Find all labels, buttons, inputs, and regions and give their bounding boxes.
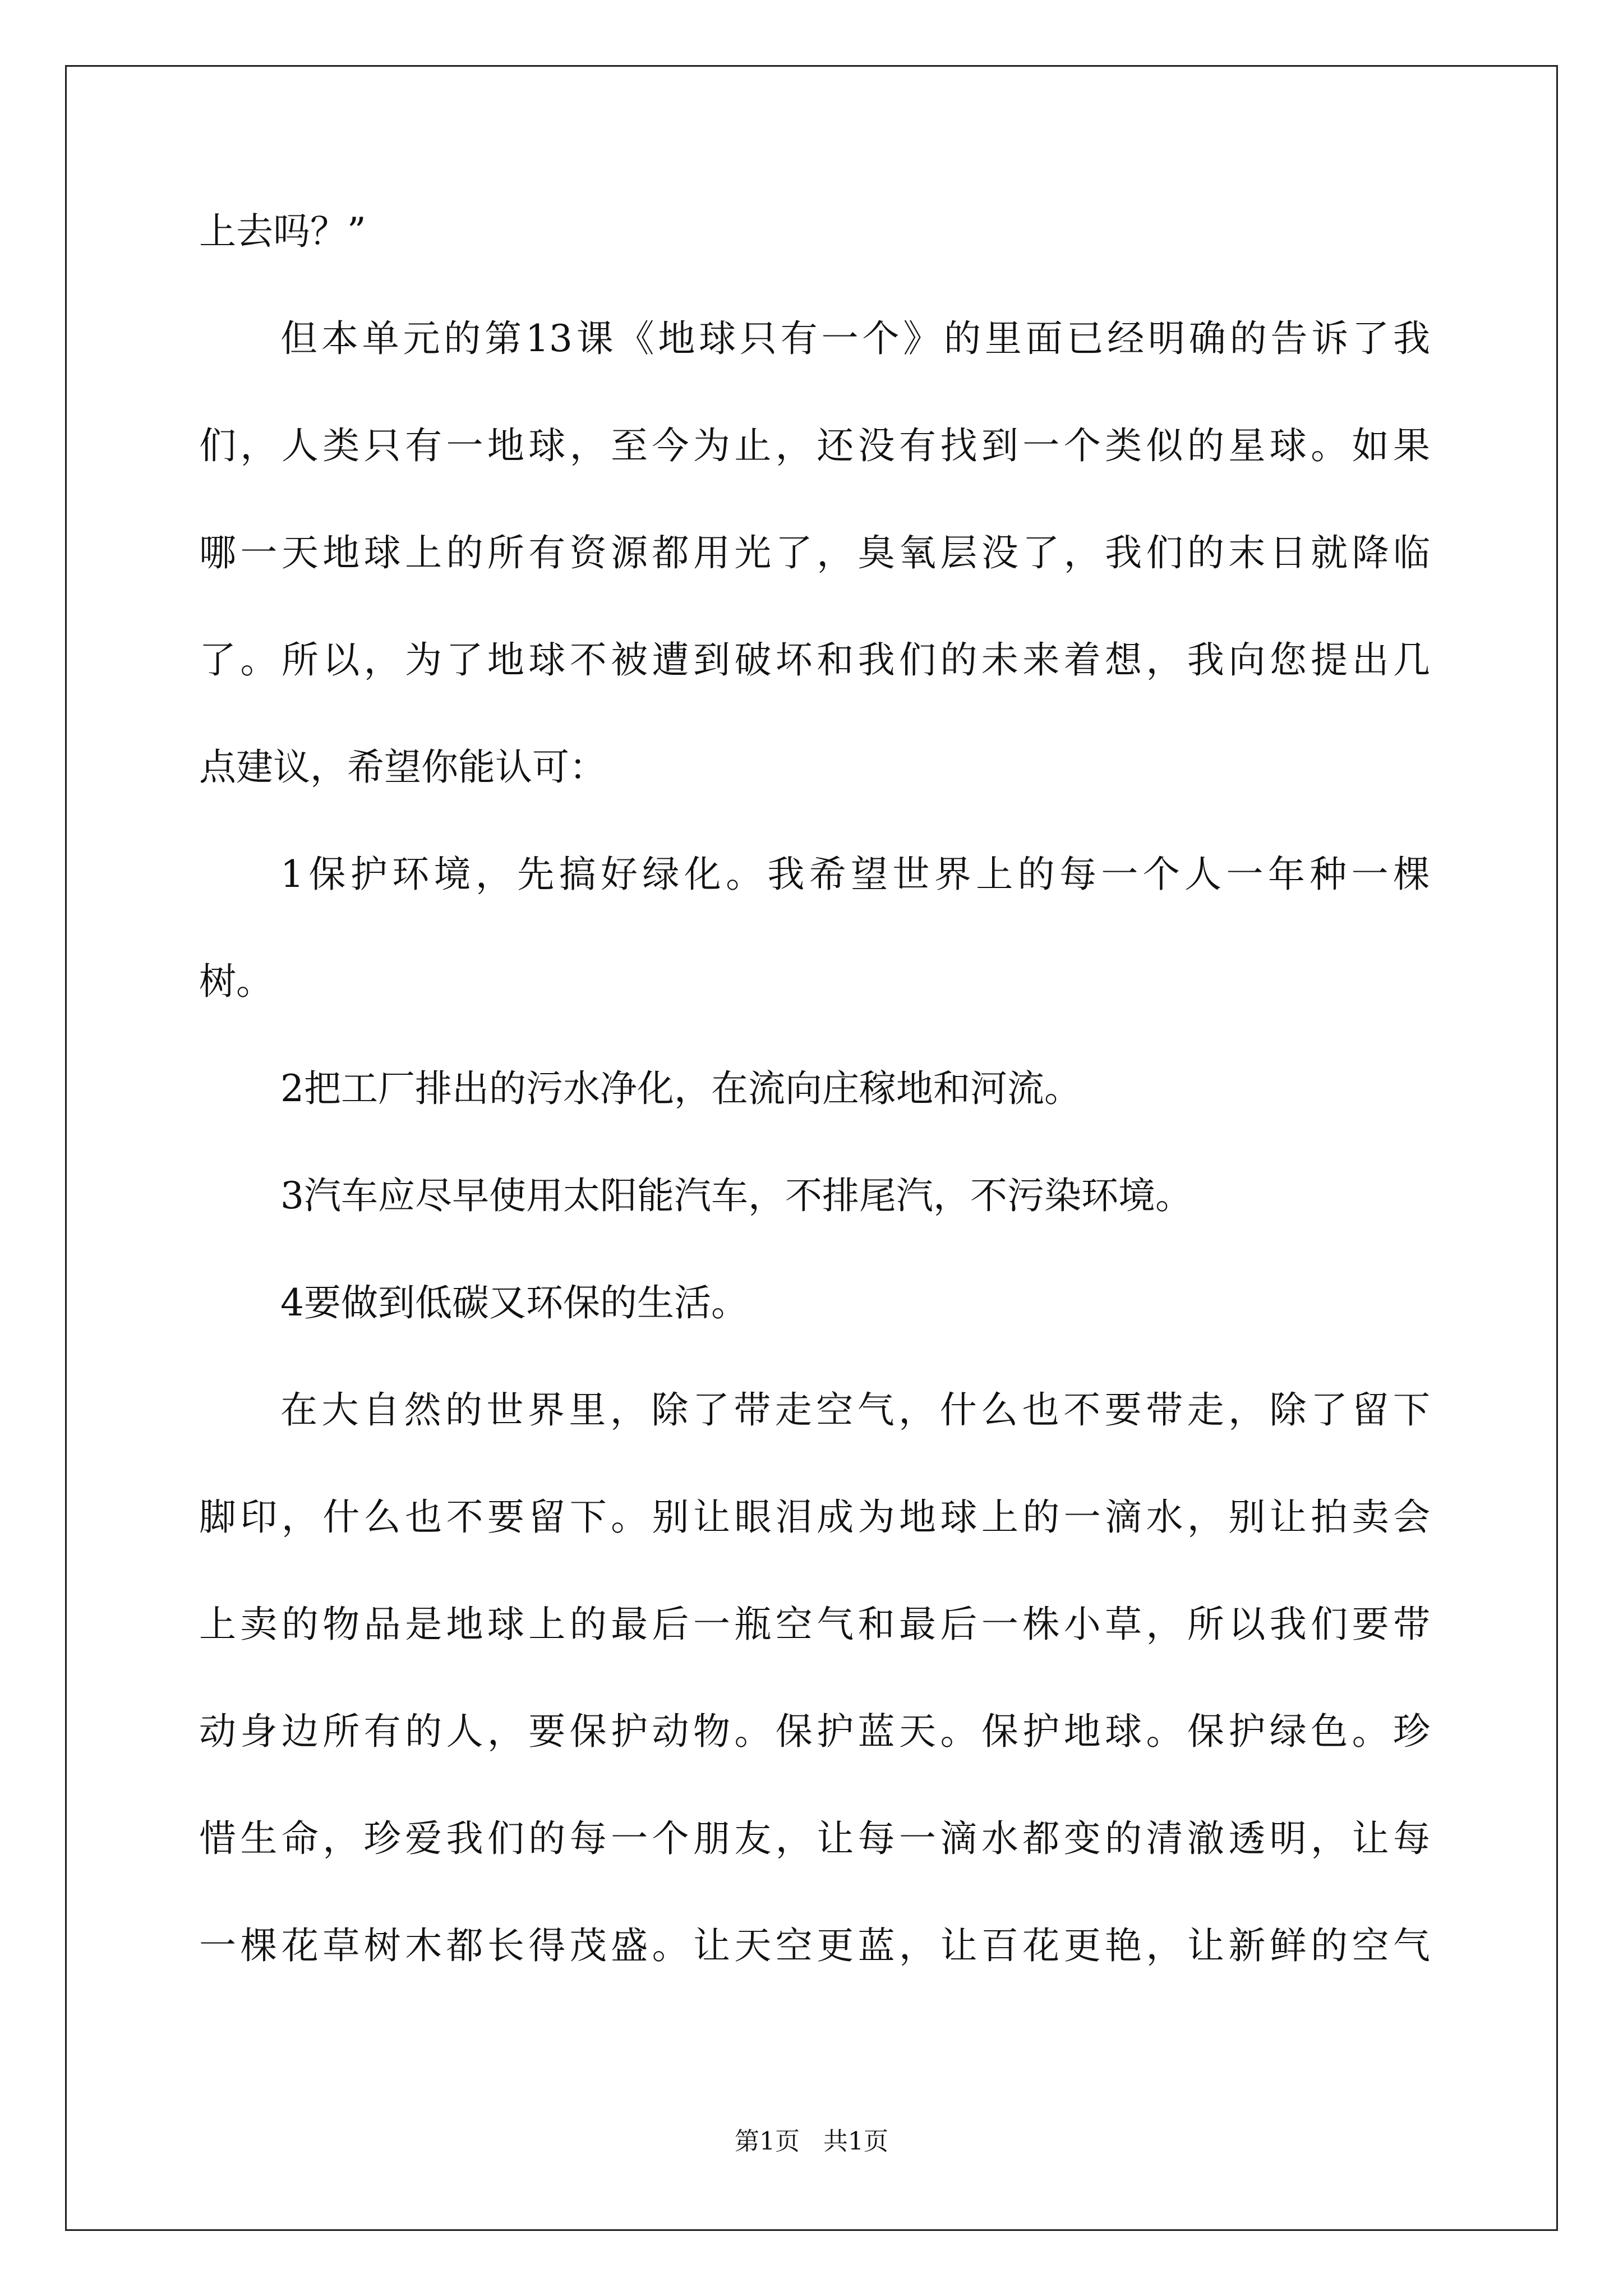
text-line-16: 惜生命，珍爱我们的每一个朋友，让每一滴水都变的清澈透明，让每 bbox=[199, 1817, 1430, 1860]
text-line-9: 2把工厂排出的污水净化，在流向庄稼地和河流。 bbox=[280, 1067, 1081, 1110]
text-line-6: 点建议，希望你能认可： bbox=[199, 746, 606, 789]
text-line-17: 一棵花草树木都长得茂盛。让天空更蓝，让百花更艳，让新鲜的空气 bbox=[199, 1924, 1430, 1967]
text-line-1: 上去吗？” bbox=[199, 210, 366, 253]
text-line-15: 动身边所有的人，要保护动物。保护蓝天。保护地球。保护绿色。珍 bbox=[199, 1710, 1430, 1753]
document-body bbox=[199, 210, 1430, 2035]
text-line-7: 1保护环境，先搞好绿化。我希望世界上的每一个人一年种一棵 bbox=[280, 853, 1430, 896]
text-line-4: 哪一天地球上的所有资源都用光了，臭氧层没了，我们的末日就降临 bbox=[199, 531, 1430, 574]
text-line-8: 树。 bbox=[199, 960, 273, 1003]
text-line-2: 但本单元的第13课《地球只有一个》的里面已经明确的告诉了我 bbox=[280, 317, 1430, 360]
text-line-12: 在大自然的世界里，除了带走空气，什么也不要带走，除了留下 bbox=[280, 1388, 1430, 1432]
text-line-5: 了。所以，为了地球不被遭到破坏和我们的未来着想，我向您提出几 bbox=[199, 638, 1430, 682]
text-line-10: 3汽车应尽早使用太阳能汽车，不排尾汽，不污染环境。 bbox=[280, 1174, 1192, 1217]
text-line-14: 上卖的物品是地球上的最后一瓶空气和最后一株小草，所以我们要带 bbox=[199, 1603, 1430, 1646]
page-footer: 第1页 共1页 bbox=[735, 2127, 888, 2156]
text-line-3: 们，人类只有一地球，至今为止，还没有找到一个类似的星球。如果 bbox=[199, 424, 1430, 467]
text-line-11: 4要做到低碳又环保的生活。 bbox=[280, 1281, 748, 1324]
text-line-13: 脚印，什么也不要留下。别让眼泪成为地球上的一滴水，别让拍卖会 bbox=[199, 1496, 1430, 1539]
